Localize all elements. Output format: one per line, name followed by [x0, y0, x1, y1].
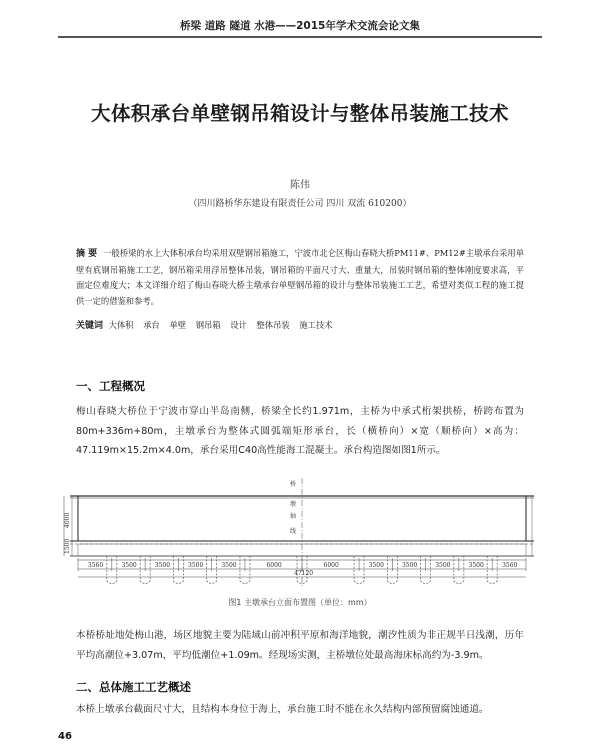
spacing-label: 3500 — [468, 562, 484, 569]
keyword: 承台 — [143, 320, 160, 330]
spacing-label: 3500 — [435, 562, 451, 569]
spacing-label: 3500 — [154, 562, 171, 569]
pier-elevation-drawing — [60, 478, 544, 588]
spacing-label: 3500 — [368, 562, 384, 569]
axis-label-char: 墩 — [290, 501, 297, 508]
total-length-label: 47120 — [294, 570, 314, 577]
spacing-label: 3560 — [87, 562, 104, 569]
abstract — [76, 246, 524, 309]
spacing-label: 3500 — [121, 562, 137, 569]
axis-label-char: 线 — [290, 528, 297, 535]
spacing-label: 3500 — [221, 562, 237, 569]
article-title: 大体积承台单壁钢吊箱设计与整体吊装施工技术 — [91, 102, 509, 125]
spacing-label: 3500 — [188, 562, 204, 569]
section-heading-process: 二、总体施工工艺概述 — [76, 680, 191, 694]
spacing-label: 3500 — [401, 562, 418, 569]
axis-label-char: 轴 — [290, 513, 297, 520]
keyword: 大体积 — [108, 320, 134, 330]
keyword: 设计 — [230, 320, 247, 330]
keyword: 施工技术 — [299, 320, 333, 330]
keywords-label: 关键词 — [76, 321, 104, 331]
keywords — [76, 318, 524, 331]
figure-caption: 图1 主墩承台立面布置图（单位：mm） — [228, 598, 372, 607]
abstract-text: 一般桥梁的水上大体积承台均采用双壁钢吊箱施工，宁波市北仑区梅山春晓大桥PM11#、PM12#主墩承台采用单壁有底钢吊箱施工工艺，钢吊箱采用浮吊整体吊装，钢吊箱的平面尺寸大、重量大，吊装时钢吊箱的整体刚度要求高，平面定位难度大；本文详细介绍了梅山春晓大桥主墩承台单壁钢吊箱的设计与整体吊装施工工艺，希望对类似工程的施工提供一定的借鉴和参考。 — [76, 248, 524, 306]
paragraph-process: 本桥上墩承台截面尺寸大，且结构本身位于海上，承台施工时不能在永久结构内部预留腐蚀通道。 — [76, 704, 489, 715]
paragraph-site: 本桥桥址地处梅山港，场区地貌主要为陆域山前冲积平原和海洋地貌，潮汐性质为非正规半日浅潮，历年平均高潮位+3.07m，平均低潮位+1.09m。经现场实测，主桥墩位处最高海床标高约为-3.9m。 — [76, 630, 524, 661]
paragraph-overview: 梅山春晓大桥位于宁波市穿山半岛南侧，桥梁全长约1.971m，主桥为中承式桁架拱桥，桥跨布置为80m+336m+80m，主墩承台为整体式圆弧端矩形承台，长（横桥向）×宽（顺桥向）×高为：47.119m×15.2m×4.0m，承台采用C40高性能海工混凝土。承台构造图如图1所示。 — [76, 406, 524, 456]
spacing-label: 6000 — [266, 562, 282, 569]
keyword: 单壁 — [169, 320, 187, 330]
axis-label-char: 桥 — [290, 481, 297, 488]
spacing-label: 6000 — [323, 562, 339, 569]
author-name: 陈伟 — [290, 180, 310, 191]
running-header: 桥梁 道路 隧道 水港——2015年学术交流会论文集 — [180, 20, 420, 32]
height-label-4000: 4000 — [64, 512, 71, 528]
keyword: 钢吊箱 — [195, 320, 221, 330]
author-affiliation: （四川路桥华东建设有限责任公司 四川 双流 610200） — [188, 199, 412, 209]
height-label-1500: 1500 — [64, 538, 71, 554]
abstract-label: 摘 要 — [76, 249, 98, 259]
figure-pier-elevation — [60, 478, 544, 588]
page-number: 46 — [58, 731, 72, 742]
header-rule — [58, 36, 542, 38]
spacing-label: 3560 — [502, 562, 518, 569]
keyword: 整体吊装 — [256, 320, 290, 330]
section-heading-overview: 一、工程概况 — [76, 379, 145, 393]
